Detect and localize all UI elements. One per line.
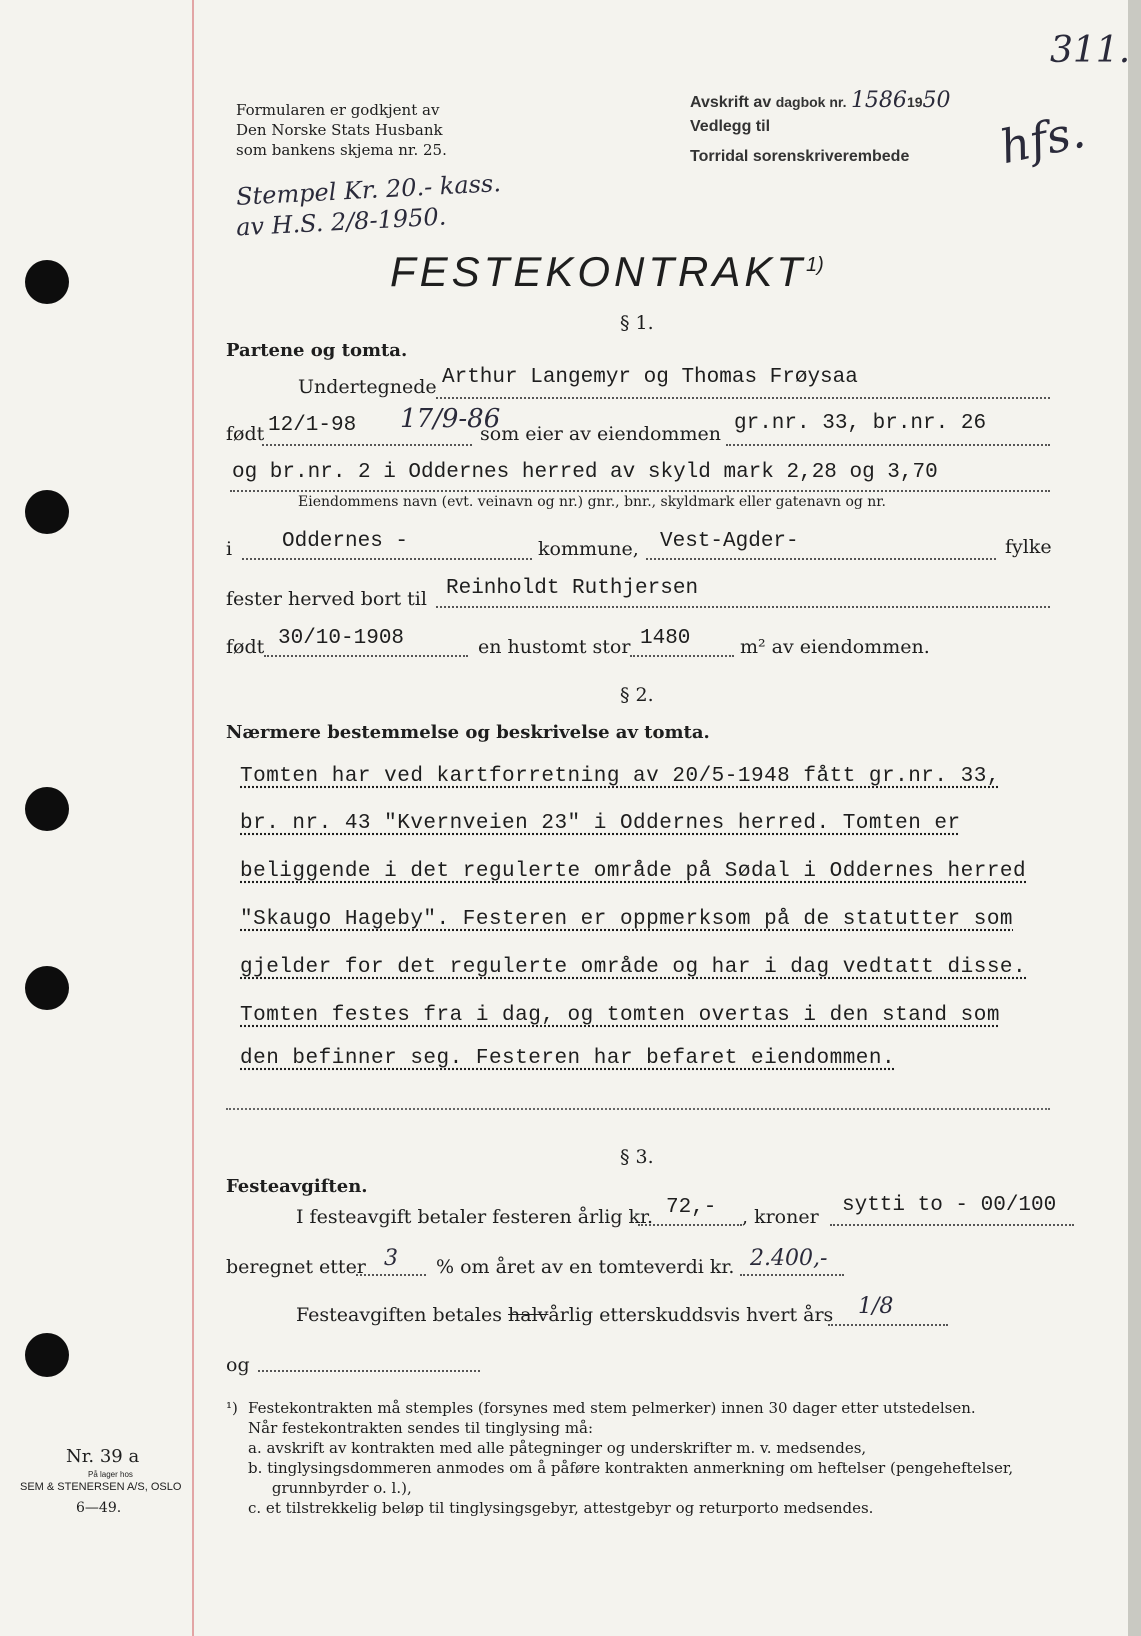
- page-number: 311.: [1050, 30, 1131, 71]
- struck-text: halv: [508, 1304, 549, 1326]
- fill-line: [436, 606, 1050, 608]
- description-line: gjelder for det regulerte område og har i dag vedtatt disse.: [240, 956, 1027, 979]
- printer-name: SEM & STENERSEN A/S, OSLO: [20, 1481, 182, 1493]
- field-label: og: [226, 1354, 250, 1376]
- payment-date: 1/8: [858, 1294, 894, 1319]
- plot-area: 1480: [640, 627, 691, 650]
- margin-line: [192, 0, 194, 1636]
- footnote-line: b. tinglysingsdommeren anmodes om å påføre kontrakten anmerkning om heftelser (pengeheftelser,: [248, 1459, 1014, 1477]
- fill-line: [264, 655, 468, 657]
- footnote-line: Når festekontrakten sendes til tinglysing må:: [248, 1419, 594, 1437]
- stamp-year: 50: [922, 88, 951, 113]
- punch-hole: [25, 260, 69, 304]
- plot-value: 2.400,-: [750, 1246, 828, 1271]
- field-label: , kroner: [742, 1206, 819, 1228]
- field-label: Undertegnede: [298, 376, 437, 398]
- party-names: Arthur Langemyr og Thomas Frøysaa: [442, 366, 858, 389]
- county: Vest-Agder-: [660, 530, 799, 553]
- stamp-initials-signature: hfs.: [995, 103, 1090, 175]
- section-heading: Festeavgiften.: [226, 1176, 368, 1197]
- property-description: og br.nr. 2 i Oddernes herred av skyld mark 2,28 og 3,70: [232, 461, 938, 484]
- stamp-fee-note: av H.S. 2/8-1950.: [235, 202, 447, 242]
- field-label: fester herved bort til: [226, 588, 427, 610]
- field-label: beregnet etter: [226, 1256, 366, 1278]
- description-line: br. nr. 43 "Kvernveien 23" i Oddernes herred. Tomten er: [240, 812, 961, 835]
- stamp-text: Vedlegg til: [690, 118, 771, 135]
- footnote: [248, 1398, 1013, 1518]
- footnote-line: a. avskrift av kontrakten med alle påtegninger og underskrifter m. v. medsendes,: [248, 1439, 867, 1457]
- title-text: FESTEKONTRAKT: [390, 248, 807, 295]
- fill-line: [226, 1108, 1050, 1110]
- footnote-marker: ¹): [226, 1399, 238, 1417]
- field-label: fylke: [1005, 536, 1052, 558]
- punch-hole: [25, 787, 69, 831]
- stamp-text: Avskrift av: [690, 94, 772, 111]
- birth-date: 12/1-98: [268, 414, 357, 437]
- form-number: Nr. 39 a: [66, 1446, 140, 1467]
- description-line: "Skaugo Hageby". Festeren er oppmerksom på de statutter som: [240, 908, 1014, 931]
- fill-line: [258, 1370, 480, 1372]
- section-heading: Nærmere bestemmelse og beskrivelse av tomta.: [226, 722, 710, 743]
- punch-hole: [25, 966, 69, 1010]
- fill-line: [638, 1224, 742, 1226]
- fill-line: [356, 1274, 426, 1276]
- description-line: den befinner seg. Festeren har befaret eiendommen.: [240, 1047, 896, 1070]
- municipality: Oddernes -: [282, 530, 409, 553]
- printer-note: På lager hos: [88, 1470, 133, 1479]
- stamp-year-prefix: 19: [906, 94, 923, 110]
- footnote-line: Festekontrakten må stemples (forsynes med stem pelmerker) innen 30 dager etter utstedelsen.: [248, 1399, 976, 1417]
- field-label: % om året av en tomteverdi kr.: [436, 1256, 735, 1278]
- stamp-text: dagbok nr.: [775, 94, 847, 110]
- approval-note: [236, 100, 447, 160]
- approval-note-line: Den Norske Stats Husbank: [236, 121, 443, 139]
- description-line: beliggende i det regulerte område på Sødal i Oddernes herred: [240, 860, 1027, 883]
- fill-line: [262, 444, 472, 446]
- dagbok-number: 1586: [850, 88, 907, 113]
- lessee-name: Reinholdt Ruthjersen: [446, 577, 699, 600]
- fill-line: [828, 1324, 948, 1326]
- fill-line: [726, 444, 1050, 446]
- field-label: I festeavgift betaler festeren årlig kr.: [296, 1206, 654, 1228]
- fill-line: [436, 397, 1050, 399]
- title-footnote-marker: 1): [806, 254, 824, 276]
- section-heading: Partene og tomta.: [226, 340, 408, 361]
- fill-line: [646, 558, 996, 560]
- punch-hole: [25, 1333, 69, 1377]
- footnote-line: grunnbyrder o. l.),: [248, 1479, 412, 1497]
- field-label: årlig etterskuddsvis hvert års: [548, 1304, 834, 1326]
- property-id: gr.nr. 33, br.nr. 26: [734, 412, 987, 435]
- fill-line: [830, 1224, 1074, 1226]
- stamp-office: Torridal sorenskriverembede: [690, 148, 910, 165]
- section-number: § 2.: [620, 684, 654, 706]
- field-caption: Eiendommens navn (evt. veinavn og nr.) gnr., bnr., skyldmark eller gatenavn og nr.: [298, 494, 886, 510]
- page-edge: [1128, 0, 1141, 1636]
- fill-line: [630, 655, 734, 657]
- footnote-line: c. et tilstrekkelig beløp til tinglysingsgebyr, attestgebyr og returporto medsendes.: [248, 1499, 874, 1517]
- document-title: [390, 248, 824, 296]
- punch-hole: [25, 490, 69, 534]
- lessee-birth-date: 30/10-1908: [278, 627, 405, 650]
- printer-date: 6—49.: [76, 1500, 122, 1516]
- interest-rate: 3: [384, 1246, 398, 1271]
- stamp-fee-note: Stempel Kr. 20.- kass.: [235, 169, 502, 211]
- approval-note-line: som bankens skjema nr. 25.: [236, 141, 447, 159]
- field-label: m² av eiendommen.: [740, 636, 930, 658]
- fill-line: [230, 490, 1050, 492]
- birth-date-handwritten: 17/9-86: [400, 404, 501, 434]
- fill-line: [242, 558, 532, 560]
- fill-line: [740, 1274, 844, 1276]
- field-label: kommune,: [538, 538, 639, 560]
- description-line: Tomten har ved kartforretning av 20/5-1948 fått gr.nr. 33,: [240, 765, 1000, 788]
- field-label: i: [226, 538, 233, 560]
- field-label: født: [226, 636, 265, 658]
- payment-line: [296, 1304, 833, 1326]
- description-line: Tomten festes fra i dag, og tomten overtas i den stand som: [240, 1004, 1000, 1027]
- section-number: § 1.: [620, 312, 654, 334]
- annual-fee-words: sytti to - 00/100: [842, 1194, 1057, 1217]
- registry-stamp: [690, 88, 951, 113]
- field-label: Festeavgiften betales: [296, 1304, 502, 1326]
- field-label: en hustomt stor: [478, 636, 631, 658]
- annual-fee: 72,-: [666, 1196, 717, 1219]
- field-label: født: [226, 423, 265, 445]
- section-number: § 3.: [620, 1146, 654, 1168]
- approval-note-line: Formularen er godkjent av: [236, 101, 440, 119]
- field-label: som eier av eiendommen: [480, 423, 721, 445]
